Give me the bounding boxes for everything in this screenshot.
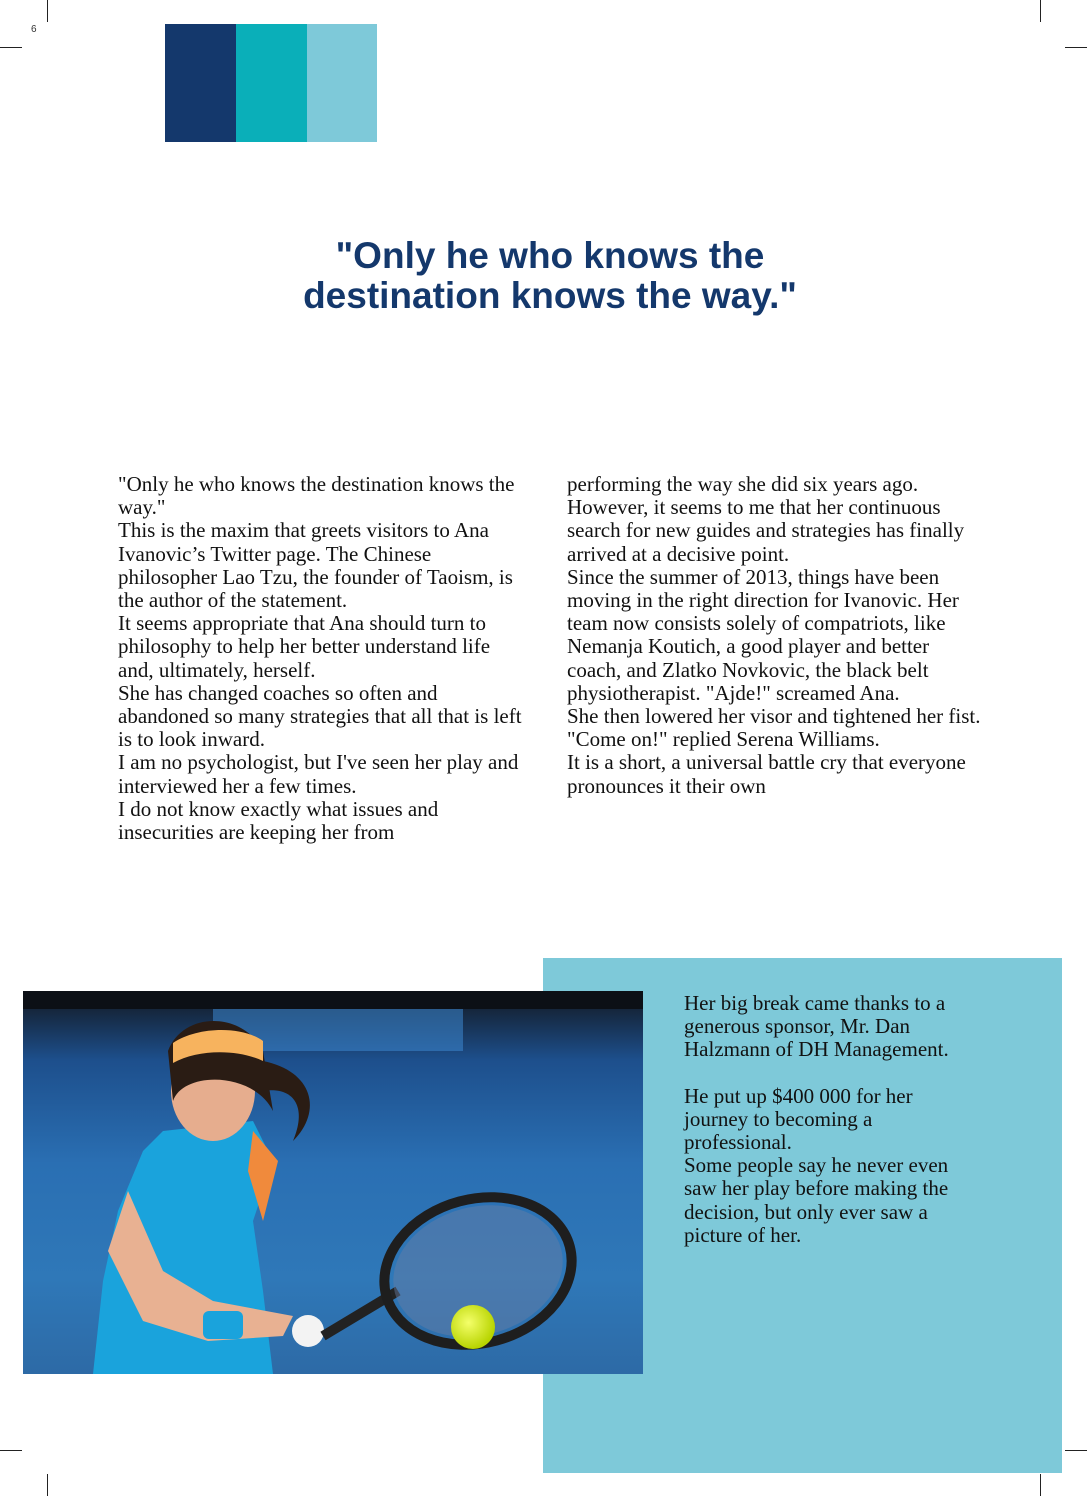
crop-mark <box>1040 0 1041 22</box>
crop-mark <box>1040 1474 1041 1496</box>
paragraph: It seems appropriate that Ana should turn to philosophy to help her better understand life and, ultimately, herself. <box>118 611 491 682</box>
crop-mark <box>0 1450 22 1451</box>
color-swatch-teal <box>236 24 307 142</box>
text-column-right <box>567 473 982 798</box>
paragraph: This is the maxim that greets visitors to Ana Ivanovic’s Twitter page. The Chinese philosopher Lao Tzu, the founder of Taoism, is the author of the statement. <box>118 518 513 613</box>
page-number: 6 <box>31 24 37 35</box>
paragraph: She then lowered her visor and tightened her fist. "Come on!" replied Serena Williams. <box>567 704 981 752</box>
paragraph: Since the summer of 2013, things have been moving in the right direction for Ivanovic. Her team now consists solely of compatriots, like Nemanja Koutich, a good player and better coach, and Zlatko Novkovic, the black belt physiotherapist. "Ajde!" screamed Ana. <box>567 564 959 705</box>
paragraph: "Only he who knows the destination knows the way." <box>118 472 515 520</box>
color-swatch-navy <box>165 24 236 142</box>
paragraph: It is a short, a universal battle cry that everyone pronounces it their own <box>567 750 966 798</box>
paragraph: However, it seems to me that her continuous search for new guides and strategies has finally arrived at a decisive point. <box>567 495 965 566</box>
crop-mark <box>47 0 48 22</box>
sidebar-paragraph: He put up $400 000 for her journey to becoming a professional. <box>684 1083 913 1155</box>
color-swatch-light-blue <box>307 24 377 142</box>
page-title-line-2: destination knows the way." <box>303 275 797 316</box>
crop-mark <box>47 1474 48 1496</box>
paragraph: I am no psychologist, but I've seen her play and interviewed her a few times. <box>118 750 519 798</box>
sidebar-paragraph: Her big break came thanks to a generous sponsor, Mr. Dan Halzmann of DH Management. <box>684 991 949 1062</box>
paragraph: I do not know exactly what issues and insecurities are keeping her from <box>118 796 439 845</box>
tennis-photo <box>23 991 643 1374</box>
paragraph: She has changed coaches so often and abandoned so many strategies that all that is left is to look inward. <box>118 680 522 752</box>
crop-mark <box>1065 47 1087 48</box>
page-title-line-1: "Only he who knows the <box>335 235 765 276</box>
page-title <box>240 236 860 316</box>
crop-mark <box>1065 1450 1087 1451</box>
paragraph: performing the way she did six years ago. <box>567 472 919 496</box>
crop-mark <box>0 47 22 48</box>
sidebar-paragraph: Some people say he never even saw her play before making the decision, but only ever saw a picture of her. <box>684 1153 949 1247</box>
sidebar-text <box>684 992 974 1247</box>
text-column-left <box>118 473 523 844</box>
